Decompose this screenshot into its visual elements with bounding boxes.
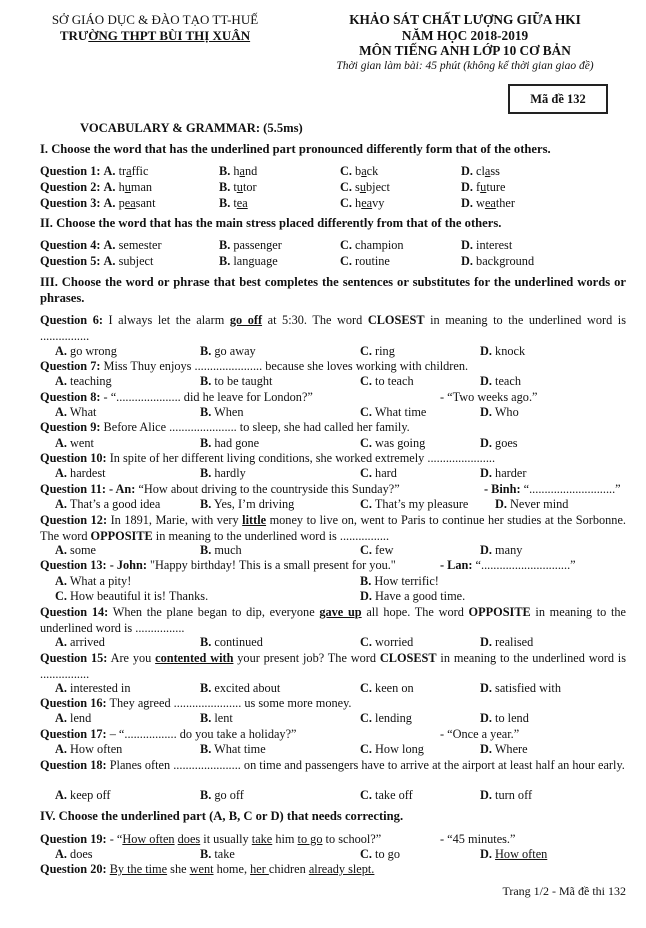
q8-option-a[interactable]: A. What	[55, 405, 97, 419]
q1-option-d[interactable]: D. class	[461, 164, 500, 178]
question-17: Question 17: – “................. do you take a holiday?”	[40, 727, 297, 741]
option-a[interactable]: subject	[118, 254, 154, 268]
school-name-underlined: ỜNG THPT BÙI THỊ XUÂN	[88, 28, 251, 43]
section-4-heading: IV. Choose the underlined part (A, B, C or D) that needs correcting.	[40, 809, 404, 823]
q2-option-d[interactable]: D. future	[461, 180, 506, 194]
question-19: Question 19: - “How often does it usually take him to go to school?”	[40, 832, 382, 846]
school-name-prefix: TRƯ	[59, 28, 89, 43]
q7-option-d[interactable]: D. teach	[480, 374, 521, 388]
q4-option-b[interactable]: B. passenger	[219, 238, 282, 252]
q9-option-a[interactable]: A. went	[55, 436, 94, 450]
q10-option-d[interactable]: D. harder	[480, 466, 527, 480]
question-label: Question 2:	[40, 180, 101, 194]
school-name	[20, 28, 290, 44]
q13-option-c[interactable]: C. How beautiful it is! Thanks.	[55, 589, 209, 603]
question-10: Question 10: In spite of her different living conditions, she worked extremely ......................	[40, 451, 496, 465]
q11-option-c[interactable]: C. That’s my pleasure	[360, 497, 469, 511]
q9-option-c[interactable]: C. was going	[360, 436, 426, 450]
option-a[interactable]: traffic	[118, 164, 149, 178]
page-footer: Trang 1/2 - Mã đề thi 132	[502, 884, 626, 898]
q3-option-c[interactable]: C. heavy	[340, 196, 385, 210]
section-1-heading: I. Choose the word that has the underlined part pronounced differently form that of the others.	[40, 142, 551, 156]
q7-option-b[interactable]: B. to be taught	[200, 374, 273, 388]
q11-option-b[interactable]: B. Yes, I’m driving	[200, 497, 295, 511]
option-a[interactable]: human	[118, 180, 153, 194]
exam-code-box: Mã đề 132	[508, 84, 608, 114]
q13-option-d[interactable]: D. Have a good time.	[360, 589, 466, 603]
q12-option-d[interactable]: D. many	[480, 543, 523, 557]
q18-option-c[interactable]: C. take off	[360, 788, 413, 802]
question-9: Question 9: Before Alice ...................... to sleep, she had called her family.	[40, 420, 410, 434]
question-5	[40, 254, 153, 269]
option-letter: A.	[103, 196, 116, 210]
q10-option-c[interactable]: C. hard	[360, 466, 397, 480]
q13-option-b[interactable]: B. How terrific!	[360, 574, 439, 588]
q6-option-b[interactable]: B. go away	[200, 344, 256, 358]
q5-option-c[interactable]: C. routine	[340, 254, 390, 268]
question-4	[40, 238, 162, 253]
question-label: Question 5:	[40, 254, 101, 268]
q14-option-c[interactable]: C. worried	[360, 635, 414, 649]
q15-option-c[interactable]: C. keen on	[360, 681, 414, 695]
q17-option-d[interactable]: D. Where	[480, 742, 528, 756]
question-2	[40, 180, 152, 195]
q18-option-a[interactable]: A. keep off	[55, 788, 111, 802]
q17-option-b[interactable]: B. What time	[200, 742, 266, 756]
question-6: Question 6: I always let the alarm go off at 5:30. The word CLOSEST in meaning to the underlined word is ................	[40, 313, 627, 343]
question-13: Question 13: - John: "Happy birthday! This is a small present for you."	[40, 558, 396, 572]
q15-option-a[interactable]: A. interested in	[55, 681, 131, 695]
q19-option-a[interactable]: A. does	[55, 847, 93, 861]
q11-option-a[interactable]: A. That’s a good idea	[55, 497, 161, 511]
q10-option-b[interactable]: B. hardly	[200, 466, 246, 480]
option-letter: A.	[103, 254, 116, 268]
q18-option-b[interactable]: B. go off	[200, 788, 244, 802]
question-label: Question 3:	[40, 196, 101, 210]
q10-option-a[interactable]: A. hardest	[55, 466, 106, 480]
question-label: Question 1:	[40, 164, 101, 178]
question-18: Question 18: Planes often ...................... on time and passengers have to arrive at the airport at least half an hour early.	[40, 758, 625, 772]
q15-option-b[interactable]: B. excited about	[200, 681, 281, 695]
q14-option-a[interactable]: A. arrived	[55, 635, 105, 649]
q19-reply: - “45 minutes.”	[440, 832, 516, 846]
q2-option-b[interactable]: B. tutor	[219, 180, 257, 194]
q11-option-d[interactable]: D. Never mind	[495, 497, 569, 511]
header-right	[300, 12, 630, 74]
question-12: Question 12: In 1891, Marie, with very little money to live on, went to Paris to continue her studies at the Sorbonne. The word OPPOSITE in meaning to the underlined word is ................	[40, 513, 626, 543]
q8-option-c[interactable]: C. What time	[360, 405, 427, 419]
subject-title: MÔN TIẾNG ANH LỚP 10 CƠ BẢN	[359, 43, 571, 58]
q4-option-c[interactable]: C. champion	[340, 238, 404, 252]
q3-option-b[interactable]: B. tea	[219, 196, 248, 210]
q3-option-d[interactable]: D. weather	[461, 196, 515, 210]
question-16: Question 16: They agreed ...................... us some more money.	[40, 696, 352, 710]
school-year: NĂM HỌC 2018-2019	[401, 27, 529, 43]
q12-option-a[interactable]: A. some	[55, 543, 97, 557]
q5-option-b[interactable]: B. language	[219, 254, 278, 268]
q1-option-b[interactable]: B. hand	[219, 164, 258, 178]
q6-option-d[interactable]: D. knock	[480, 344, 526, 358]
q16-option-a[interactable]: A. lend	[55, 711, 92, 725]
question-7: Question 7: Miss Thuy enjoys ...................... because she loves working with children.	[40, 359, 469, 373]
q8-reply: - “Two weeks ago.”	[440, 390, 538, 404]
q19-option-d[interactable]: D. How often	[480, 847, 548, 861]
section-3-heading: III. Choose the word or phrase that best completes the sentences or substitutes for the underlined words or phrases.	[40, 275, 626, 305]
q19-option-b[interactable]: B. take	[200, 847, 235, 861]
time-note: Thời gian làm bài: 45 phút (không kể thời gian giao đề)	[336, 59, 594, 72]
q16-option-b[interactable]: B. lent	[200, 711, 233, 725]
q17-option-c[interactable]: C. How long	[360, 742, 424, 756]
question-label: Question 4:	[40, 238, 101, 252]
header-left	[20, 12, 290, 44]
q8-option-d[interactable]: D. Who	[480, 405, 519, 419]
q16-option-d[interactable]: D. to lend	[480, 711, 529, 725]
department-name: SỞ GIÁO DỤC & ĐÀO TẠO TT-HUẾ	[51, 12, 259, 27]
q9-option-d[interactable]: D. goes	[480, 436, 518, 450]
q13-option-a[interactable]: A. What a pity!	[55, 574, 132, 588]
q15-option-d[interactable]: D. satisfied with	[480, 681, 561, 695]
q17-option-a[interactable]: A. How often	[55, 742, 123, 756]
q13-reply: - Lan: “.............................”	[440, 558, 576, 572]
q16-option-c[interactable]: C. lending	[360, 711, 412, 725]
q6-option-a[interactable]: A. go wrong	[55, 344, 117, 358]
q17-reply: - “Once a year.”	[440, 727, 520, 741]
option-letter: A.	[103, 164, 116, 178]
question-3	[40, 196, 155, 211]
q11-reply: - Binh: “............................”	[484, 482, 621, 496]
q6-option-c[interactable]: C. ring	[360, 344, 395, 358]
q2-option-c[interactable]: C. subject	[340, 180, 390, 194]
question-14: Question 14: When the plane began to dip, everyone gave up all hope. The word OPPOSITE in meaning to the underlined word is ................	[40, 605, 627, 635]
section-2-heading: II. Choose the word that has the main stress placed differently from that of the others.	[40, 216, 502, 230]
q9-option-b[interactable]: B. had gone	[200, 436, 260, 450]
q5-option-d[interactable]: D. background	[461, 254, 535, 268]
q7-option-c[interactable]: C. to teach	[360, 374, 414, 388]
option-a[interactable]: peasant	[118, 196, 156, 210]
question-8: Question 8: - “..................... did he leave for London?”	[40, 390, 313, 404]
q12-option-c[interactable]: C. few	[360, 543, 394, 557]
question-20: Question 20: By the time she went home, her chidren already slept.	[40, 862, 375, 876]
q1-option-c[interactable]: C. back	[340, 164, 379, 178]
q14-option-d[interactable]: D. realised	[480, 635, 534, 649]
q7-option-a[interactable]: A. teaching	[55, 374, 112, 388]
q4-option-d[interactable]: D. interest	[461, 238, 513, 252]
q12-option-b[interactable]: B. much	[200, 543, 242, 557]
option-letter: A.	[103, 180, 116, 194]
q18-option-d[interactable]: D. turn off	[480, 788, 533, 802]
question-11: Question 11: - An: “How about driving to the countryside this Sunday?”	[40, 482, 400, 496]
part-heading: VOCABULARY & GRAMMAR: (5.5ms)	[80, 121, 303, 135]
exam-title: KHẢO SÁT CHẤT LƯỢNG GIỮA HKI	[349, 12, 581, 27]
question-15: Question 15: Are you contented with your present job? The word CLOSEST in meaning to the underlined word is ................	[40, 651, 627, 681]
q14-option-b[interactable]: B. continued	[200, 635, 263, 649]
option-a[interactable]: semester	[118, 238, 162, 252]
option-letter: A.	[103, 238, 116, 252]
q8-option-b[interactable]: B. When	[200, 405, 244, 419]
question-1	[40, 164, 148, 179]
q19-option-c[interactable]: C. to go	[360, 847, 400, 861]
